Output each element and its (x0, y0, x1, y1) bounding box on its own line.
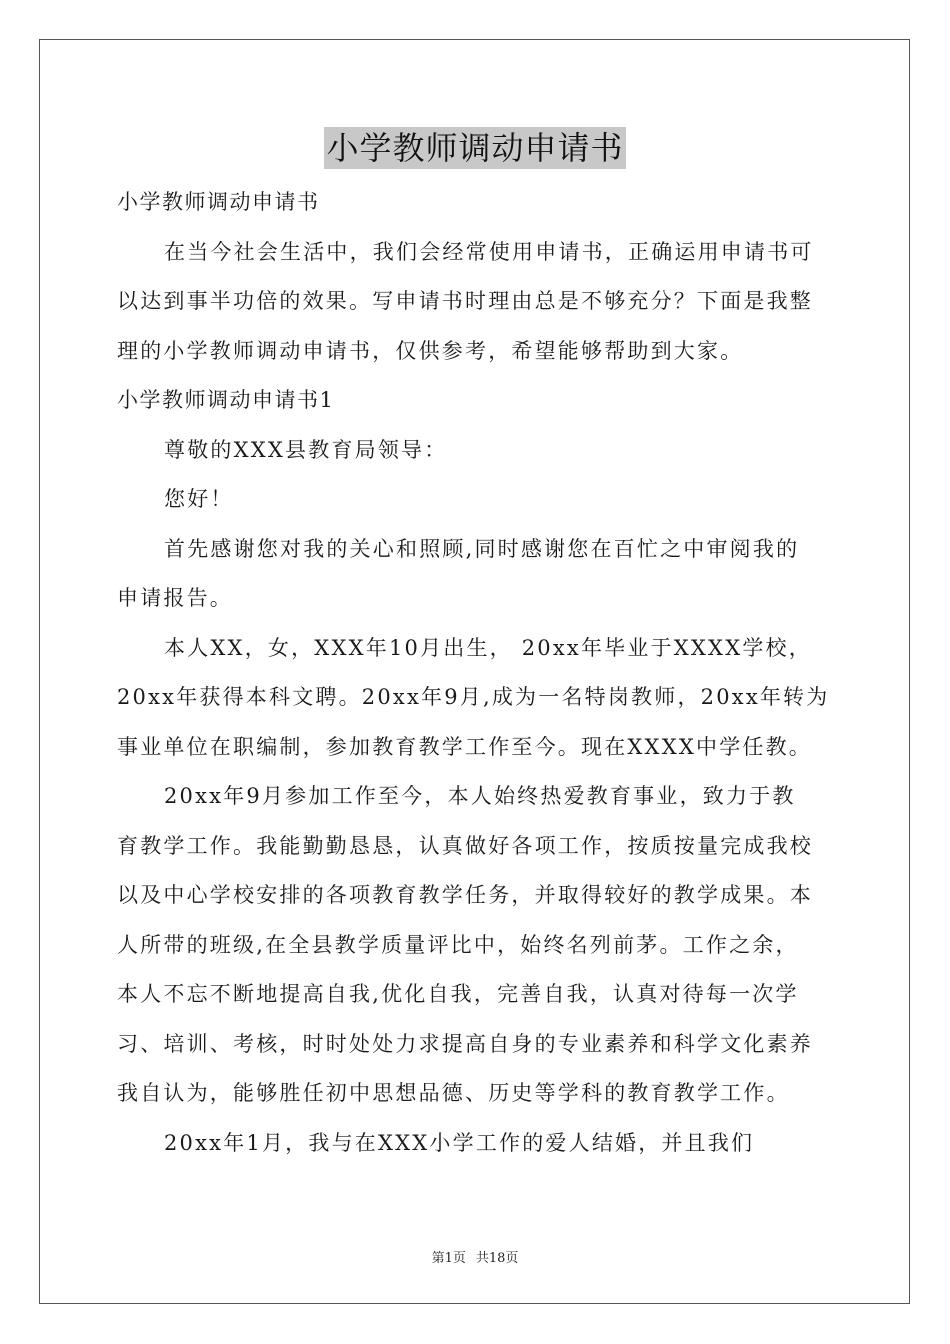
paragraph-line: 习、培训、考核，时时处处力求提高自身的专业素养和科学文化素养 (117, 1031, 813, 1056)
page-footer (0, 1247, 950, 1266)
paragraph-line: 育教学工作。我能勤勤恳恳，认真做好各项工作，按质按量完成我校 (117, 833, 813, 858)
page-total: 共18页 (475, 1251, 519, 1266)
intro-line: 在当今社会生活中，我们会经常使用申请书，正确运用申请书可 (164, 239, 814, 264)
paragraph-line: 本人XX，女，XXX年10月出生， 20xx年毕业于XXXX学校， (164, 635, 812, 660)
paragraph-line: 20xx年9月参加工作至今，本人始终热爱教育事业，致力于教 (164, 784, 796, 808)
paragraph-line: 事业单位在职编制，参加教育教学工作至今。现在XXXX中学任教。 (117, 734, 812, 759)
paragraph-line: 20xx年1月，我与在XXX小学工作的爱人结婚，并且我们 (164, 1130, 755, 1155)
paragraph-line: 以及中心学校安排的各项教育教学任务，并取得较好的教学成果。本 (117, 883, 813, 907)
title-container (0, 127, 950, 169)
paragraph-line: 申请报告。 (117, 586, 233, 610)
paragraph-line: 本人不忘不断地提高自我,优化自我，完善自我，认真对待每一次学 (117, 982, 799, 1006)
subtitle: 小学教师调动申请书 (117, 190, 320, 214)
greeting: 您好！ (164, 487, 234, 511)
document-body (117, 178, 837, 1168)
paragraph-line: 我自认为，能够胜任初中思想品德、历史等学科的教育教学工作。 (117, 1081, 790, 1105)
paragraph-line: 首先感谢您对我的关心和照顾,同时感谢您在百忙之中审阅我的 (164, 536, 800, 561)
document-title: 小学教师调动申请书 (326, 129, 624, 167)
intro-line: 理的小学教师调动申请书，仅供参考，希望能够帮助到大家。 (117, 338, 744, 363)
salutation: 尊敬的XXX县教育局领导： (164, 437, 448, 462)
paragraph-line: 人所带的班级,在全县教学质量评比中，始终名列前茅。工作之余， (117, 932, 799, 957)
page-number: 第1页 (431, 1251, 466, 1266)
paragraph-line: 20xx年获得本科文聘。20xx年9月,成为一名特岗教师，20xx年转为 (117, 685, 830, 709)
intro-line: 以达到事半功倍的效果。写申请书时理由总是不够充分？下面是我整 (117, 289, 813, 313)
section-heading: 小学教师调动申请书1 (117, 388, 335, 412)
